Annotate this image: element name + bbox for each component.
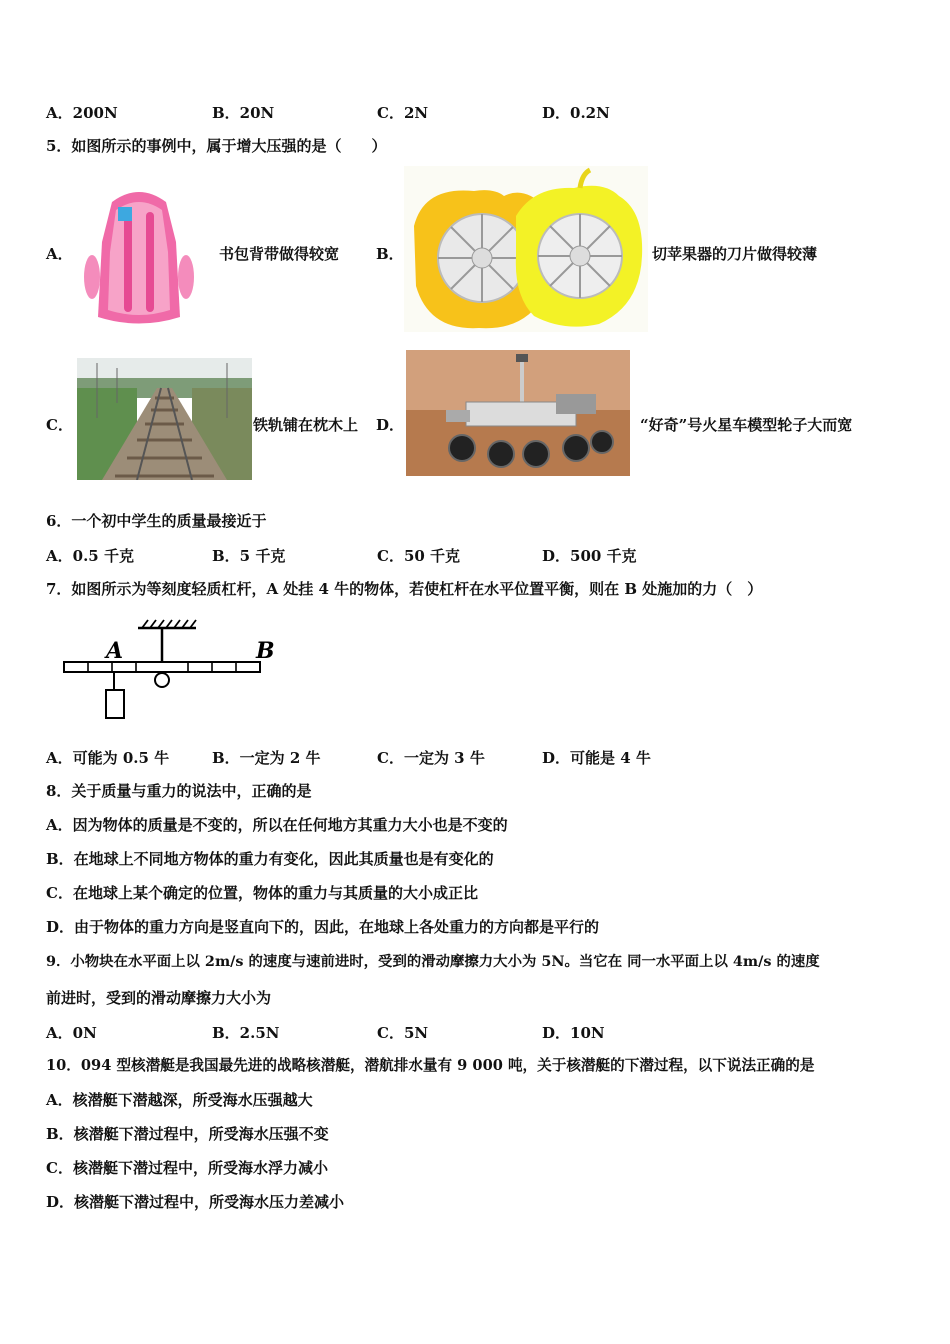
q5-option-c-label[interactable]: C．: [46, 416, 73, 434]
q9-stem-line1: 9．小物块在水平面上以 2m/s 的速度与速前进时，受到的滑动摩擦力大小为 5N。当它在 同一水平面上以 4m/s 的速度: [46, 953, 820, 970]
q6-option-a[interactable]: A．0.5 千克: [46, 547, 134, 565]
railway-track-image: [77, 358, 252, 480]
q8-option-b[interactable]: B．在地球上不同地方物体的重力有变化，因此其质量也是有变化的: [46, 850, 494, 868]
q7-options: [46, 747, 906, 767]
q5-option-a-label[interactable]: A．: [46, 245, 73, 263]
q7-stem: 7．如图所示为等刻度轻质杠杆，A 处挂 4 牛的物体，若使杠杆在水平位置平衡，则在 B 处施加的力（ ）: [46, 580, 763, 598]
q6-stem: 6．一个初中学生的质量最接近于: [46, 512, 267, 530]
q9-option-d[interactable]: D．10N: [542, 1024, 605, 1042]
q6-option-d[interactable]: D．500 千克: [542, 547, 637, 565]
q5-option-d-caption: “好奇”号火星车模型轮子大而宽: [640, 416, 853, 434]
q10-option-d[interactable]: D．核潜艇下潜过程中，所受海水压力差减小: [46, 1193, 345, 1211]
q4-options: [46, 102, 906, 122]
mars-rover-image: [406, 350, 630, 476]
q7-option-b[interactable]: B．一定为 2 牛: [212, 749, 321, 767]
q4-option-d[interactable]: D．0.2N: [542, 104, 610, 122]
q5-option-b-caption: 切苹果器的刀片做得较薄: [652, 245, 818, 263]
q6-option-c[interactable]: C．50 千克: [377, 547, 461, 565]
apple-slicer-image: [404, 166, 648, 332]
q8-stem: 8．关于质量与重力的说法中，正确的是: [46, 782, 312, 800]
q7-option-a[interactable]: A．可能为 0.5 牛: [46, 749, 170, 767]
lever-label-b: B: [256, 638, 275, 664]
q10-option-c[interactable]: C．核潜艇下潜过程中，所受海水浮力减小: [46, 1159, 328, 1177]
lever-diagram: [62, 618, 282, 726]
q9-options: [46, 1022, 906, 1042]
q6-options: [46, 545, 906, 565]
q6-option-b[interactable]: B．5 千克: [212, 547, 286, 565]
q10-stem: 10．094 型核潜艇是我国最先进的战略核潜艇，潜航排水量有 9 000 吨，关于核潜艇的下潜过程，以下说法正确的是: [46, 1057, 815, 1074]
lever-label-a: A: [106, 638, 124, 664]
q4-option-b[interactable]: B．20N: [212, 104, 275, 122]
q5-option-d-label[interactable]: D．: [376, 416, 405, 434]
q5-option-b-label[interactable]: B．: [376, 245, 404, 263]
q4-option-a[interactable]: A．200N: [46, 104, 118, 122]
q4-option-c[interactable]: C．2N: [377, 104, 429, 122]
q5-stem: 5．如图所示的事例中，属于增大压强的是（ ）: [46, 137, 387, 155]
q8-option-a[interactable]: A．因为物体的质量是不变的，所以在任何地方其重力大小也是不变的: [46, 816, 508, 834]
q7-option-d[interactable]: D．可能是 4 牛: [542, 749, 651, 767]
q9-stem-line2: 前进时，受到的滑动摩擦力大小为: [46, 989, 272, 1007]
q10-option-a[interactable]: A．核潜艇下潜越深，所受海水压强越大: [46, 1091, 313, 1109]
q7-option-c[interactable]: C．一定为 3 牛: [377, 749, 485, 767]
q9-option-b[interactable]: B．2.5N: [212, 1024, 280, 1042]
q5-option-a-caption: 书包背带做得较宽: [219, 245, 340, 263]
q5-option-c-caption: 铁轨铺在枕木上: [253, 416, 359, 434]
q10-option-b[interactable]: B．核潜艇下潜过程中，所受海水压强不变: [46, 1125, 329, 1143]
backpack-image: [84, 182, 194, 332]
q9-option-c[interactable]: C．5N: [377, 1024, 429, 1042]
q8-option-d[interactable]: D．由于物体的重力方向是竖直向下的，因此，在地球上各处重力的方向都是平行的: [46, 918, 600, 936]
q9-option-a[interactable]: A．0N: [46, 1024, 97, 1042]
q8-option-c[interactable]: C．在地球上某个确定的位置，物体的重力与其质量的大小成正比: [46, 884, 478, 902]
